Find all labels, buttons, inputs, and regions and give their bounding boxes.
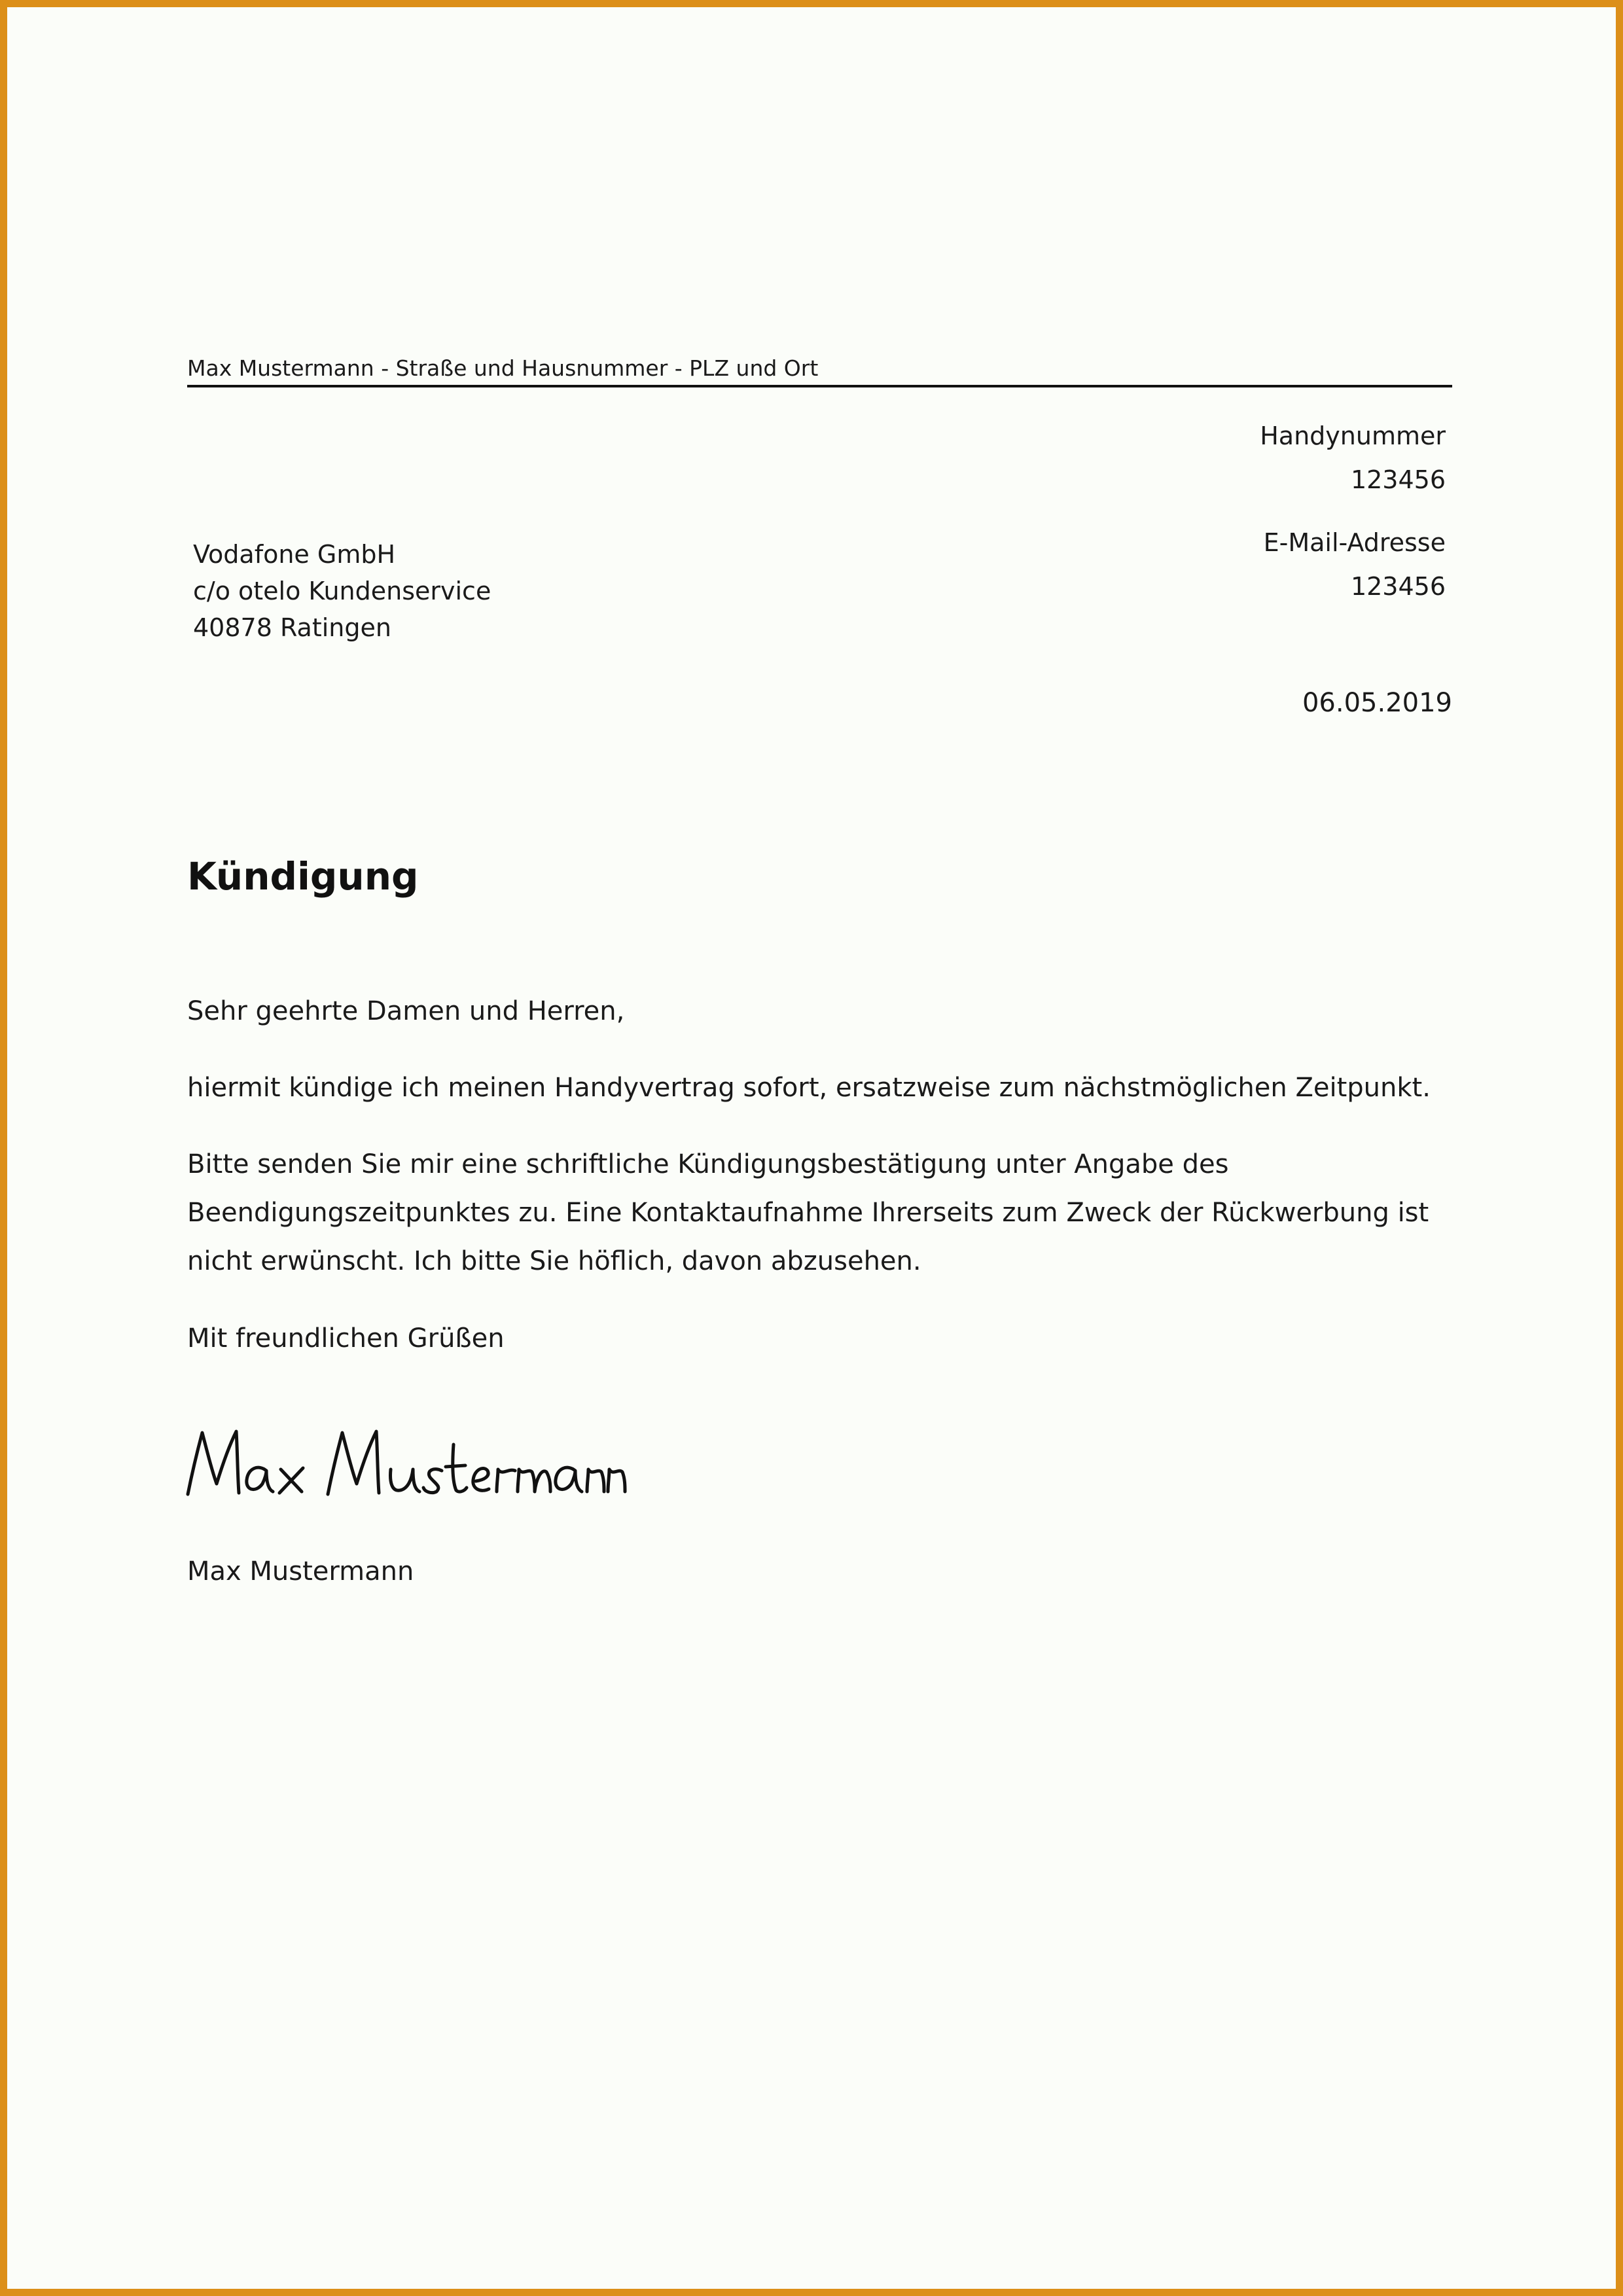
phone-value: 123456 (1350, 465, 1446, 494)
closing-phrase: Mit freundlichen Grüßen (187, 1323, 505, 1354)
email-value: 123456 (1350, 572, 1446, 601)
recipient-company: Vodafone GmbH (193, 540, 396, 569)
sender-address-line: Max Mustermann - Straße und Hausnummer - PLZ und Ort (187, 355, 819, 381)
contact-block (1054, 420, 1446, 603)
letter-date: 06.05.2019 (1302, 688, 1452, 718)
recipient-city: 40878 Ratingen (193, 613, 391, 642)
body-paragraph-2: Bitte senden Sie mir eine schriftliche Kündigungsbestätigung unter Angabe des Beendigungszeitpunktes zu. Eine Kontaktaufnahme Ihrerseits zum Zweck der Rückwerbung ist nicht erwünscht. Ich bitte Sie höflich, davon abzusehen. (187, 1149, 1429, 1276)
recipient-department: c/o otelo Kundenservice (193, 577, 491, 605)
recipient-address (193, 536, 491, 646)
salutation: Sehr geehrte Damen und Herren, (187, 996, 625, 1026)
body-paragraph-1: hiermit kündige ich meinen Handyvertrag sofort, ersatzweise zum nächstmöglichen Zeitpunkt. (187, 1073, 1431, 1103)
email-label: E-Mail-Adresse (1263, 528, 1446, 557)
contact-gap (1054, 496, 1446, 526)
sender-divider (187, 385, 1452, 387)
letter-subject: Kündigung (187, 854, 419, 899)
signer-name: Max Mustermann (187, 1556, 414, 1587)
phone-label: Handynummer (1260, 422, 1446, 450)
handwritten-signature (183, 1421, 628, 1506)
